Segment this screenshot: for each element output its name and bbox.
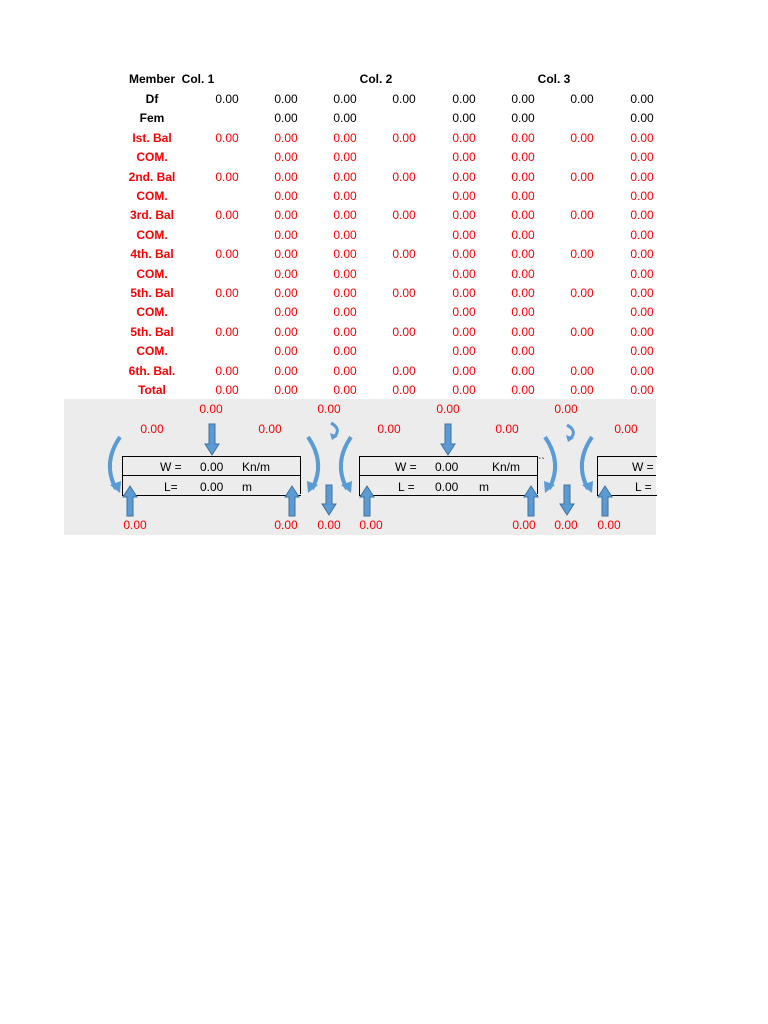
table-cell: 0.00 xyxy=(333,344,357,358)
table-cell: 0.00 xyxy=(274,267,298,281)
table-cell: 0.00 xyxy=(274,208,298,222)
table-cell: 0.00 xyxy=(452,383,476,397)
table-cell: 0.00 xyxy=(215,325,239,339)
table-cell: 0.00 xyxy=(333,267,357,281)
load-arrow-down-icon xyxy=(441,424,455,456)
top-value: 0.00 xyxy=(436,402,460,416)
reaction-arrow-up-icon xyxy=(360,486,374,516)
table-cell: 0.00 xyxy=(215,286,239,300)
span-2-w-value: 0.00 xyxy=(435,460,459,474)
table-cell: 0.00 xyxy=(333,150,357,164)
table-cell: 0.00 xyxy=(392,286,416,300)
table-cell: 0.00 xyxy=(570,131,594,145)
table-cell: 0.00 xyxy=(452,208,476,222)
table-cell: 0.00 xyxy=(630,111,654,125)
table-cell: 0.00 xyxy=(570,325,594,339)
table-cell: 0.00 xyxy=(511,305,535,319)
table-cell: 0.00 xyxy=(630,189,654,203)
table-cell: 0.00 xyxy=(511,267,535,281)
table-cell: 0.00 xyxy=(570,286,594,300)
row-label: Df xyxy=(145,92,159,106)
span-2-l-value: 0.00 xyxy=(435,480,459,494)
span-1-w-label: W = xyxy=(160,460,182,474)
row-label: 3rd. Bal xyxy=(129,208,174,222)
table-cell: 0.00 xyxy=(333,208,357,222)
reaction-arrow-up-icon xyxy=(123,486,137,516)
table-cell: 0.00 xyxy=(215,383,239,397)
moment-arrow-icon xyxy=(100,433,124,495)
table-cell: 0.00 xyxy=(570,247,594,261)
table-cell: 0.00 xyxy=(274,150,298,164)
table-cell: 0.00 xyxy=(630,208,654,222)
table-cell: 0.00 xyxy=(511,364,535,378)
table-cell: 0.00 xyxy=(630,364,654,378)
span-1-l-value: 0.00 xyxy=(200,480,224,494)
header-col-3: Col. 3 xyxy=(537,72,571,86)
table-cell: 0.00 xyxy=(274,228,298,242)
table-cell: 0.00 xyxy=(274,364,298,378)
span-1-w-value: 0.00 xyxy=(200,460,224,474)
table-cell: 0.00 xyxy=(215,92,239,106)
table-cell: 0.00 xyxy=(630,170,654,184)
table-cell: 0.00 xyxy=(274,92,298,106)
reaction-arrow-up-icon xyxy=(285,486,299,516)
table-cell: 0.00 xyxy=(392,131,416,145)
reaction-value: 0.00 xyxy=(123,518,147,532)
table-cell: 0.00 xyxy=(511,383,535,397)
table-cell: 0.00 xyxy=(333,170,357,184)
row-label: COM. xyxy=(136,228,168,242)
table-cell: 0.00 xyxy=(452,189,476,203)
row-label: COM. xyxy=(136,267,168,281)
table-cell: 0.00 xyxy=(570,208,594,222)
header-member: Member xyxy=(128,72,175,86)
table-cell: 0.00 xyxy=(452,111,476,125)
table-cell: 0.00 xyxy=(274,189,298,203)
table-cell: 0.00 xyxy=(630,150,654,164)
beam-span-1-axis xyxy=(122,475,300,476)
table-cell: 0.00 xyxy=(452,267,476,281)
table-cell: 0.00 xyxy=(215,247,239,261)
table-cell: 0.00 xyxy=(274,325,298,339)
beam-diagram xyxy=(64,399,656,535)
table-cell: 0.00 xyxy=(630,228,654,242)
row-label: COM. xyxy=(136,344,168,358)
table-cell: 0.00 xyxy=(274,286,298,300)
moment-arrow-icon xyxy=(304,433,328,495)
table-cell: 0.00 xyxy=(215,170,239,184)
table-cell: 0.00 xyxy=(215,364,239,378)
table-cell: 0.00 xyxy=(452,170,476,184)
table-cell: 0.00 xyxy=(274,247,298,261)
table-cell: 0.00 xyxy=(511,325,535,339)
table-cell: 0.00 xyxy=(511,150,535,164)
table-cell: 0.00 xyxy=(630,325,654,339)
table-cell: 0.00 xyxy=(511,228,535,242)
span-2-l-label: L = xyxy=(398,480,415,494)
reaction-arrow-up-icon xyxy=(598,486,612,516)
table-cell: 0.00 xyxy=(215,131,239,145)
table-cell: 0.00 xyxy=(570,170,594,184)
table-cell: 0.00 xyxy=(630,383,654,397)
table-cell: 0.00 xyxy=(452,131,476,145)
table-cell: 0.00 xyxy=(333,111,357,125)
table-cell: 0.00 xyxy=(630,286,654,300)
beam-span-2-axis xyxy=(359,475,537,476)
row-label: Ist. Bal xyxy=(132,131,172,145)
table-cell: 0.00 xyxy=(630,267,654,281)
table-cell: 0.00 xyxy=(452,344,476,358)
table-cell: 0.00 xyxy=(630,92,654,106)
row-label: Total xyxy=(138,383,166,397)
table-cell: 0.00 xyxy=(392,247,416,261)
table-cell: 0.00 xyxy=(511,286,535,300)
table-cell: 0.00 xyxy=(333,189,357,203)
table-cell: 0.00 xyxy=(570,364,594,378)
table-cell: 0.00 xyxy=(570,383,594,397)
table-cell: 0.00 xyxy=(511,189,535,203)
table-cell: 0.00 xyxy=(333,325,357,339)
reaction-arrow-up-icon xyxy=(524,486,538,516)
moment-value: 0.00 xyxy=(377,422,401,436)
row-label: COM. xyxy=(136,150,168,164)
table-cell: 0.00 xyxy=(452,92,476,106)
span-3-l-label: L = xyxy=(635,480,652,494)
table-cell: 0.00 xyxy=(274,344,298,358)
row-label: 4th. Bal xyxy=(130,247,174,261)
row-label: 5th. Bal xyxy=(130,325,174,339)
table-cell: 0.00 xyxy=(333,92,357,106)
table-cell: 0.00 xyxy=(452,364,476,378)
span-3-w-label: W = xyxy=(632,460,654,474)
table-cell: 0.00 xyxy=(333,383,357,397)
table-cell: 0.00 xyxy=(215,208,239,222)
table-cell: 0.00 xyxy=(274,383,298,397)
moment-value: 0.00 xyxy=(495,422,519,436)
table-cell: 0.00 xyxy=(452,228,476,242)
reaction-value: 0.00 xyxy=(512,518,536,532)
table-cell: 0.00 xyxy=(511,111,535,125)
reaction-value: 0.00 xyxy=(597,518,621,532)
tick-mark: `` xyxy=(538,457,545,468)
table-cell: 0.00 xyxy=(274,111,298,125)
table-cell: 0.00 xyxy=(392,92,416,106)
row-label: COM. xyxy=(136,189,168,203)
moment-arrow-icon xyxy=(541,433,565,495)
header-col-2: Col. 2 xyxy=(359,72,393,86)
table-cell: 0.00 xyxy=(392,383,416,397)
row-label: 6th. Bal. xyxy=(128,364,176,378)
reaction-value: 0.00 xyxy=(274,518,298,532)
moment-value: 0.00 xyxy=(140,422,164,436)
top-value: 0.00 xyxy=(317,402,341,416)
table-cell: 0.00 xyxy=(392,325,416,339)
moment-value: 0.00 xyxy=(258,422,282,436)
table-cell: 0.00 xyxy=(511,247,535,261)
table-cell: 0.00 xyxy=(630,131,654,145)
table-cell: 0.00 xyxy=(511,131,535,145)
reaction-value: 0.00 xyxy=(359,518,383,532)
beam-span-3-axis xyxy=(597,475,656,476)
table-cell: 0.00 xyxy=(630,305,654,319)
row-label: 5th. Bal xyxy=(130,286,174,300)
table-cell: 0.00 xyxy=(392,170,416,184)
table-cell: 0.00 xyxy=(630,344,654,358)
table-cell: 0.00 xyxy=(511,170,535,184)
span-1-l-unit: m xyxy=(242,480,252,494)
moment-value: 0.00 xyxy=(614,422,638,436)
table-cell: 0.00 xyxy=(511,344,535,358)
table-cell: 0.00 xyxy=(452,325,476,339)
moment-arrow-icon xyxy=(331,433,355,495)
reaction-value: 0.00 xyxy=(317,518,341,532)
table-cell: 0.00 xyxy=(333,247,357,261)
table-cell: 0.00 xyxy=(274,305,298,319)
moment-arrow-icon xyxy=(564,423,580,443)
table-cell: 0.00 xyxy=(392,364,416,378)
table-cell: 0.00 xyxy=(630,247,654,261)
table-cell: 0.00 xyxy=(452,305,476,319)
reaction-value: 0.00 xyxy=(554,518,578,532)
table-cell: 0.00 xyxy=(274,131,298,145)
table-cell: 0.00 xyxy=(333,228,357,242)
beam-span-1-end xyxy=(300,456,301,494)
table-cell: 0.00 xyxy=(452,150,476,164)
span-1-w-unit: Kn/m xyxy=(242,460,271,474)
top-value: 0.00 xyxy=(199,402,223,416)
load-arrow-down-icon xyxy=(205,424,219,456)
table-cell: 0.00 xyxy=(333,364,357,378)
table-cell: 0.00 xyxy=(511,92,535,106)
table-cell: 0.00 xyxy=(333,131,357,145)
span-2-w-unit: Kn/m xyxy=(492,460,521,474)
table-cell: 0.00 xyxy=(392,208,416,222)
table-cell: 0.00 xyxy=(511,208,535,222)
row-label: Fem xyxy=(139,111,165,125)
moment-arrow-icon xyxy=(328,421,344,441)
row-label: 2nd. Bal xyxy=(128,170,176,184)
row-label: COM. xyxy=(136,305,168,319)
table-cell: 0.00 xyxy=(570,92,594,106)
span-1-l-label: L= xyxy=(164,480,178,494)
span-2-l-unit: m xyxy=(479,480,489,494)
span-2-w-label: W = xyxy=(395,460,417,474)
top-value: 0.00 xyxy=(554,402,578,416)
table-cell: 0.00 xyxy=(333,286,357,300)
table-cell: 0.00 xyxy=(452,247,476,261)
header-col-1: Col. 1 xyxy=(181,72,215,86)
table-cell: 0.00 xyxy=(452,286,476,300)
table-cell: 0.00 xyxy=(333,305,357,319)
table-cell: 0.00 xyxy=(274,170,298,184)
